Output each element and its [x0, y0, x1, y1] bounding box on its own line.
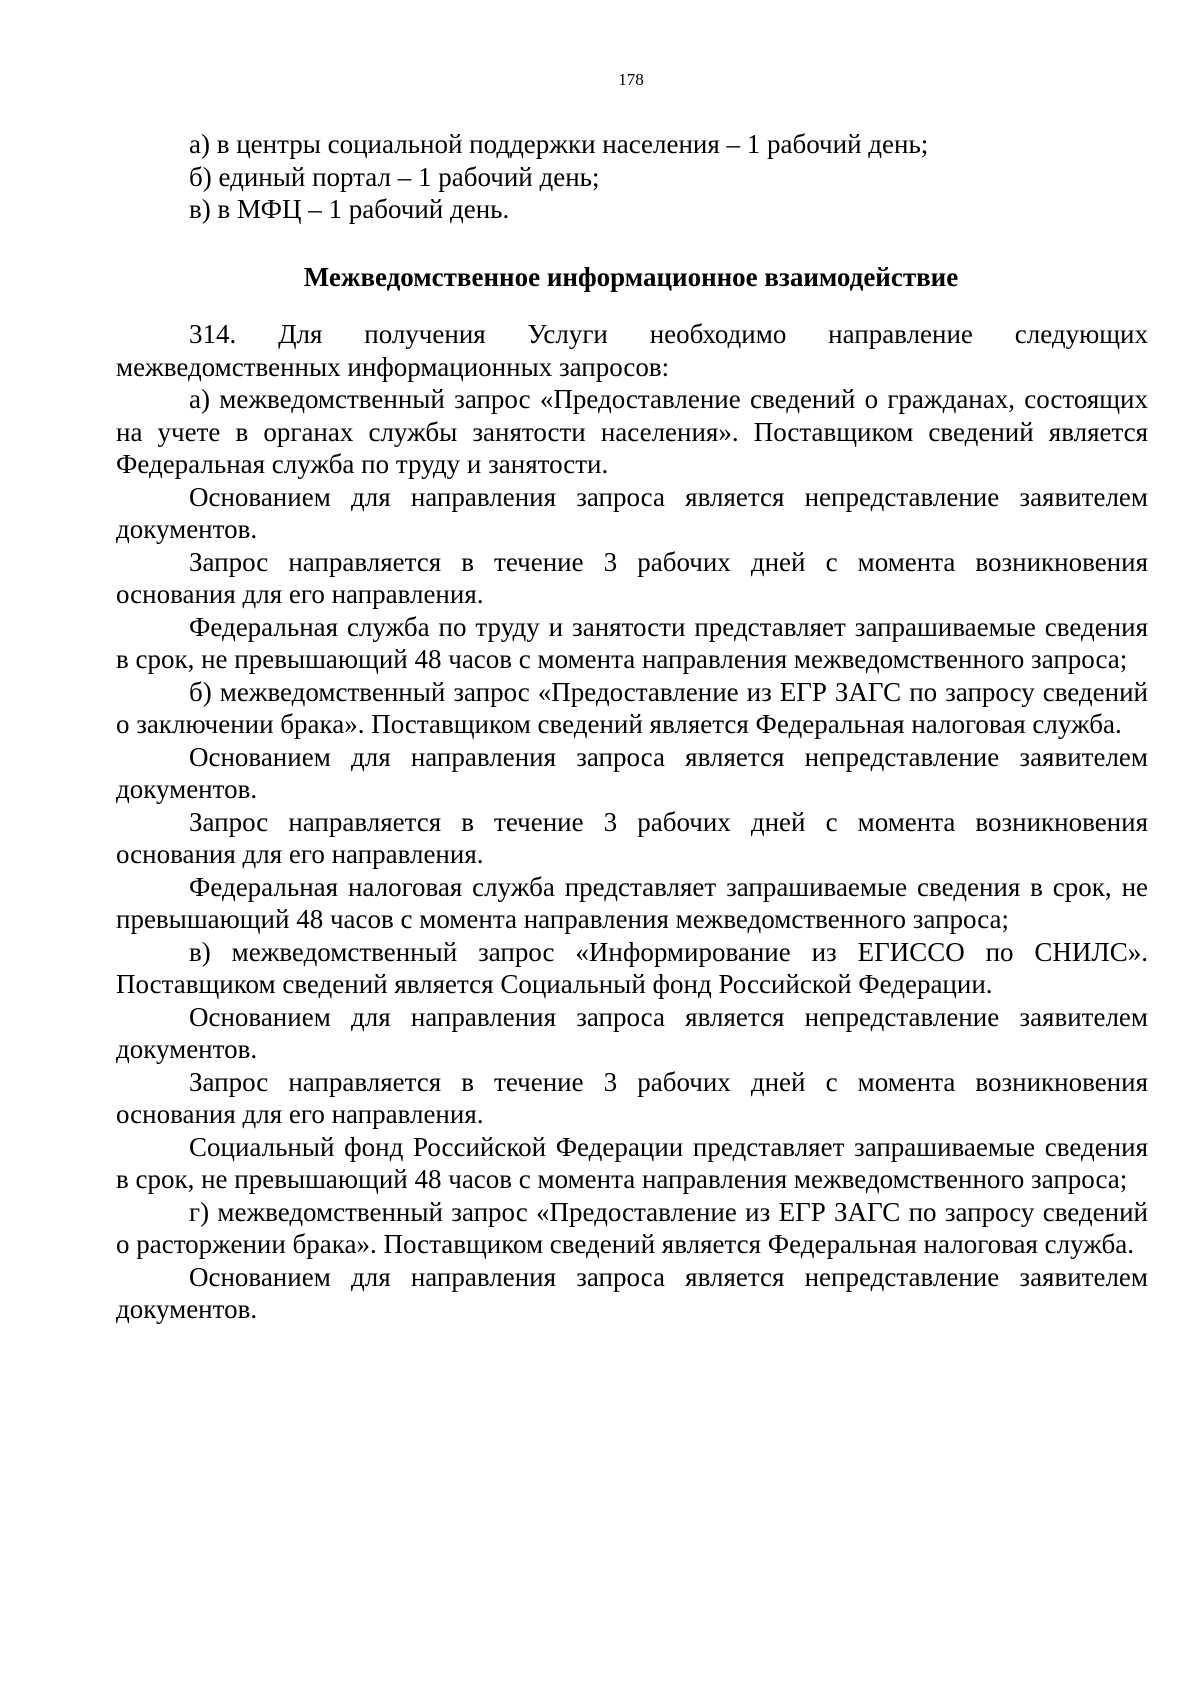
paragraph: Федеральная налоговая служба представляет запрашиваемые сведения в срок, не превышающий 48 часов с момента направления межведомственного запроса;	[116, 871, 1148, 934]
section-heading: Межведомственное информационное взаимодействие	[303, 262, 959, 292]
paragraph: Основанием для направления запроса является непредставление заявителем документов.	[116, 1261, 1148, 1324]
list-item: б) единый портал – 1 рабочий день;	[189, 161, 600, 192]
paragraph: г) межведомственный запрос «Предоставление из ЕГР ЗАГС по запросу сведений о расторжении брака». Поставщиком сведений является Федеральная налоговая служба.	[116, 1196, 1148, 1259]
paragraph: Запрос направляется в течение 3 рабочих дней с момента возникновения основания для его направления.	[116, 546, 1148, 609]
paragraph: Основанием для направления запроса является непредставление заявителем документов.	[116, 481, 1148, 544]
paragraph: Основанием для направления запроса является непредставление заявителем документов.	[116, 1001, 1148, 1064]
list-item: в) в МФЦ – 1 рабочий день.	[189, 194, 510, 224]
document-body	[116, 318, 1148, 1326]
paragraph: Запрос направляется в течение 3 рабочих дней с момента возникновения основания для его направления.	[116, 806, 1148, 869]
paragraph: 314. Для получения Услуги необходимо направление следующих межведомственных информационных запросов:	[116, 319, 1148, 382]
paragraph: в) межведомственный запрос «Информирование из ЕГИССО по СНИЛС». Поставщиком сведений является Социальный фонд Российской Федерации.	[116, 936, 1148, 999]
delivery-terms-list	[189, 128, 928, 226]
paragraph: Запрос направляется в течение 3 рабочих дней с момента возникновения основания для его направления.	[116, 1066, 1148, 1129]
list-item: а) в центры социальной поддержки населения – 1 рабочий день;	[189, 129, 929, 159]
paragraph: б) межведомственный запрос «Предоставление из ЕГР ЗАГС по запросу сведений о заключении брака». Поставщиком сведений является Федеральная налоговая служба.	[116, 676, 1148, 739]
paragraph: а) межведомственный запрос «Предоставление сведений о гражданах, состоящих на учете в органах службы занятости населения». Поставщиком сведений является Федеральная служба по труду и занятости.	[116, 384, 1148, 479]
paragraph: Социальный фонд Российской Федерации представляет запрашиваемые сведения в срок, не превышающий 48 часов с момента направления межведомственного запроса;	[116, 1131, 1148, 1194]
paragraph: Основанием для направления запроса является непредставление заявителем документов.	[116, 741, 1148, 804]
page-number: 178	[618, 70, 644, 89]
paragraph: Федеральная служба по труду и занятости представляет запрашиваемые сведения в срок, не превышающий 48 часов с момента направления межведомственного запроса;	[116, 611, 1148, 674]
